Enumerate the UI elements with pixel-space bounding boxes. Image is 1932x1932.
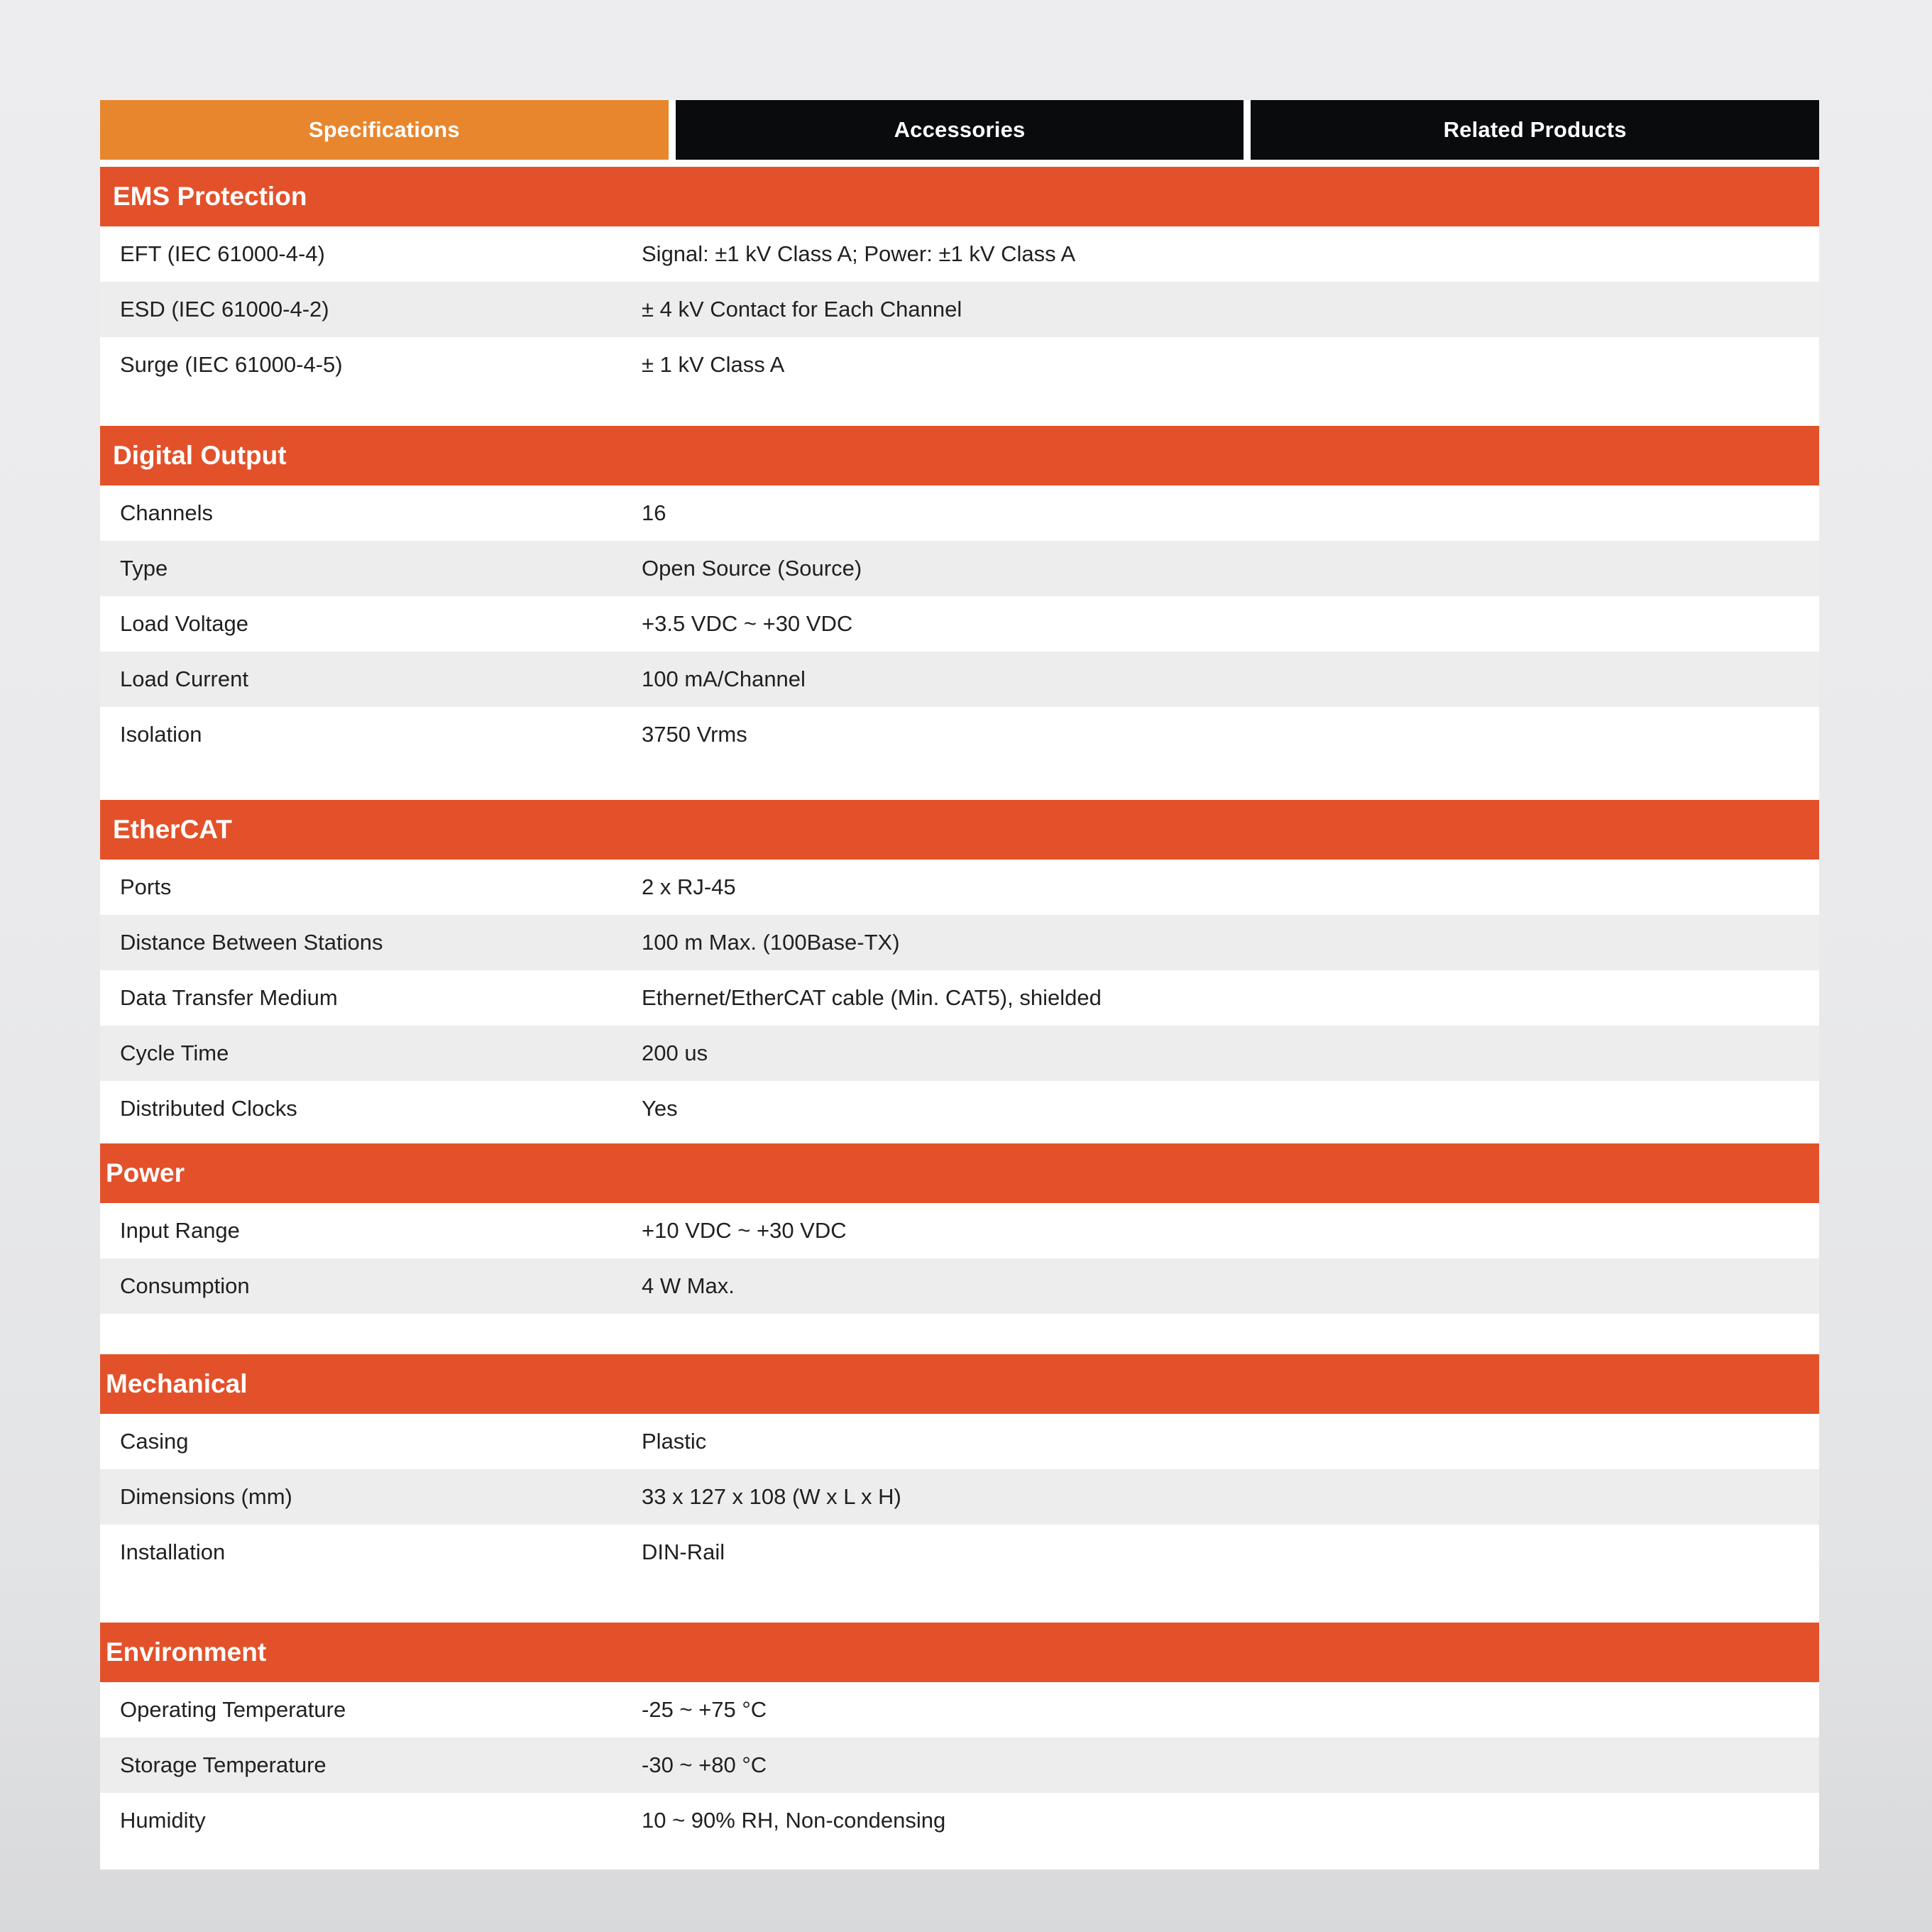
spec-value: Yes <box>642 1096 678 1121</box>
spec-label: Isolation <box>120 722 202 747</box>
spec-label: Surge (IEC 61000-4-5) <box>120 352 343 377</box>
spec-label: Operating Temperature <box>120 1697 346 1722</box>
section-header: Digital Output <box>100 426 1819 485</box>
spec-value: Ethernet/EtherCAT cable (Min. CAT5), shielded <box>642 985 1102 1010</box>
tab-related-products[interactable]: Related Products <box>1251 100 1819 160</box>
spec-value: Open Source (Source) <box>642 556 862 581</box>
spec-value: 200 us <box>642 1041 708 1065</box>
spec-value: 33 x 127 x 108 (W x L x H) <box>642 1484 901 1509</box>
spec-label: Distributed Clocks <box>120 1096 297 1121</box>
spec-label: ESD (IEC 61000-4-2) <box>120 297 329 322</box>
table-row <box>100 1414 1819 1469</box>
section-ems-protection <box>100 167 1819 393</box>
tab-bar <box>100 100 1819 160</box>
tab-accessories[interactable]: Accessories <box>676 100 1244 160</box>
section-header: Mechanical <box>100 1354 1819 1414</box>
spec-value: DIN-Rail <box>642 1539 725 1564</box>
section-rows <box>100 226 1819 393</box>
spec-label: Storage Temperature <box>120 1752 326 1777</box>
spec-value: 100 m Max. (100Base-TX) <box>642 930 900 955</box>
section-rows <box>100 1682 1819 1848</box>
tab-specifications[interactable]: Specifications <box>100 100 669 160</box>
spec-value: +3.5 VDC ~ +30 VDC <box>642 611 853 636</box>
table-row <box>100 282 1819 337</box>
spec-label: Consumption <box>120 1273 250 1298</box>
spec-value: 10 ~ 90% RH, Non-condensing <box>642 1808 946 1833</box>
spec-label: Dimensions (mm) <box>120 1484 292 1509</box>
section-header: Power <box>100 1143 1819 1203</box>
section-mechanical <box>100 1354 1819 1580</box>
table-row <box>100 1469 1819 1525</box>
spec-label: Humidity <box>120 1808 206 1833</box>
spec-value: -25 ~ +75 °C <box>642 1697 767 1722</box>
table-row <box>100 915 1819 970</box>
spec-value: +10 VDC ~ +30 VDC <box>642 1218 847 1243</box>
section-environment <box>100 1623 1819 1848</box>
spec-label: Load Voltage <box>120 611 249 636</box>
spec-label: Input Range <box>120 1218 240 1243</box>
table-row <box>100 970 1819 1026</box>
spec-value: Signal: ±1 kV Class A; Power: ±1 kV Class A <box>642 241 1076 266</box>
spec-value: 3750 Vrms <box>642 722 747 747</box>
spec-value: -30 ~ +80 °C <box>642 1752 767 1777</box>
table-row <box>100 1258 1819 1314</box>
spec-value: Plastic <box>642 1429 707 1454</box>
table-row <box>100 485 1819 541</box>
spec-label: Installation <box>120 1539 226 1564</box>
spec-label: Type <box>120 556 168 581</box>
spec-label: EFT (IEC 61000-4-4) <box>120 241 325 266</box>
table-row <box>100 1682 1819 1738</box>
table-row <box>100 541 1819 596</box>
spec-page <box>100 100 1819 1870</box>
table-row <box>100 1525 1819 1580</box>
spec-value: ± 1 kV Class A <box>642 352 785 377</box>
section-power <box>100 1143 1819 1314</box>
section-header: EtherCAT <box>100 800 1819 860</box>
spec-label: Distance Between Stations <box>120 930 383 955</box>
spec-sheet <box>100 160 1819 1870</box>
spec-value: 16 <box>642 500 666 525</box>
section-rows <box>100 1203 1819 1314</box>
section-header: Environment <box>100 1623 1819 1682</box>
spec-label: Data Transfer Medium <box>120 985 338 1010</box>
section-digital-output <box>100 426 1819 762</box>
table-row <box>100 1203 1819 1258</box>
spec-value: ± 4 kV Contact for Each Channel <box>642 297 962 322</box>
spec-label: Load Current <box>120 666 248 691</box>
table-row <box>100 596 1819 652</box>
spec-label: Casing <box>120 1429 189 1454</box>
table-row <box>100 652 1819 707</box>
spec-label: Cycle Time <box>120 1041 229 1065</box>
table-row <box>100 226 1819 282</box>
section-rows <box>100 1414 1819 1580</box>
table-row <box>100 337 1819 393</box>
table-row <box>100 1738 1819 1793</box>
section-header: EMS Protection <box>100 167 1819 226</box>
table-row <box>100 1793 1819 1848</box>
section-ethercat <box>100 800 1819 1136</box>
spec-label: Channels <box>120 500 213 525</box>
spec-value: 4 W Max. <box>642 1273 735 1298</box>
section-rows <box>100 485 1819 762</box>
spec-label: Ports <box>120 874 172 899</box>
table-row <box>100 1081 1819 1136</box>
table-row <box>100 707 1819 762</box>
spec-value: 2 x RJ-45 <box>642 874 736 899</box>
section-rows <box>100 860 1819 1136</box>
table-row <box>100 860 1819 915</box>
table-row <box>100 1026 1819 1081</box>
spec-value: 100 mA/Channel <box>642 666 806 691</box>
